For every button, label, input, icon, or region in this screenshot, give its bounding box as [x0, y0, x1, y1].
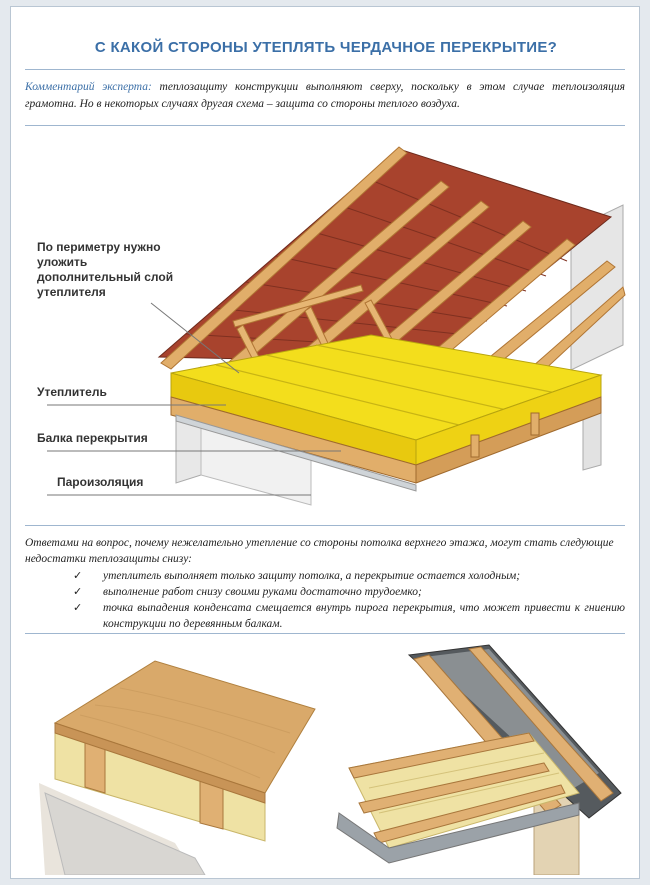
drawbacks-list — [25, 568, 625, 632]
diagram-divider — [25, 525, 625, 526]
label-floor-beam: Балка перекрытия — [37, 431, 148, 445]
expert-comment-lead: Комментарий эксперта: — [25, 81, 152, 93]
attic-floor-diagram — [11, 135, 641, 525]
drawbacks-section — [25, 535, 625, 632]
expert-comment-text: теплозащиту конструкции выполняют сверху, поскольку в этом случае теплоизоляция грамотна. Но в некоторых случаях другая схема – защита со стороны теплого воздуха. — [25, 81, 625, 110]
comment-divider — [25, 125, 625, 126]
drawback-item — [25, 600, 625, 632]
expert-comment — [25, 79, 625, 113]
roof-insulation-photo — [329, 643, 629, 875]
floor-insulation-photo — [25, 643, 325, 875]
title-divider — [25, 69, 625, 70]
page-title: С КАКОЙ СТОРОНЫ УТЕПЛЯТЬ ЧЕРДАЧНОЕ ПЕРЕКРЫТИЕ? — [94, 39, 558, 56]
drawback-item-text: выполнение работ снизу своими руками достаточно трудоемко; — [103, 586, 422, 598]
page-sheet — [10, 6, 640, 879]
label-vapor-barrier: Пароизоляция — [57, 475, 144, 489]
check-icon: ✓ — [73, 570, 83, 582]
check-icon: ✓ — [73, 586, 83, 598]
check-icon: ✓ — [73, 602, 83, 614]
drawback-item-text: точка выпадения конденсата смещается внутрь пирога перекрытия, что может привести к гниению конструкции по деревянным балкам. — [103, 602, 625, 630]
drawback-item-text: утеплитель выполняет только защиту потолка, а перекрытие остается холодным; — [103, 570, 521, 582]
drawbacks-intro: Ответами на вопрос, почему нежелательно утепление со стороны потолка верхнего этажа, могут стать следующие недостатки теплозащиты снизу: — [25, 537, 614, 565]
drawback-item — [25, 568, 625, 584]
label-perimeter-insulation: По периметру нужно уложить дополнительный слой утеплителя — [37, 240, 174, 299]
drawbacks-divider — [25, 633, 625, 634]
label-insulation: Утеплитель — [37, 385, 107, 399]
drawback-item — [25, 584, 625, 600]
